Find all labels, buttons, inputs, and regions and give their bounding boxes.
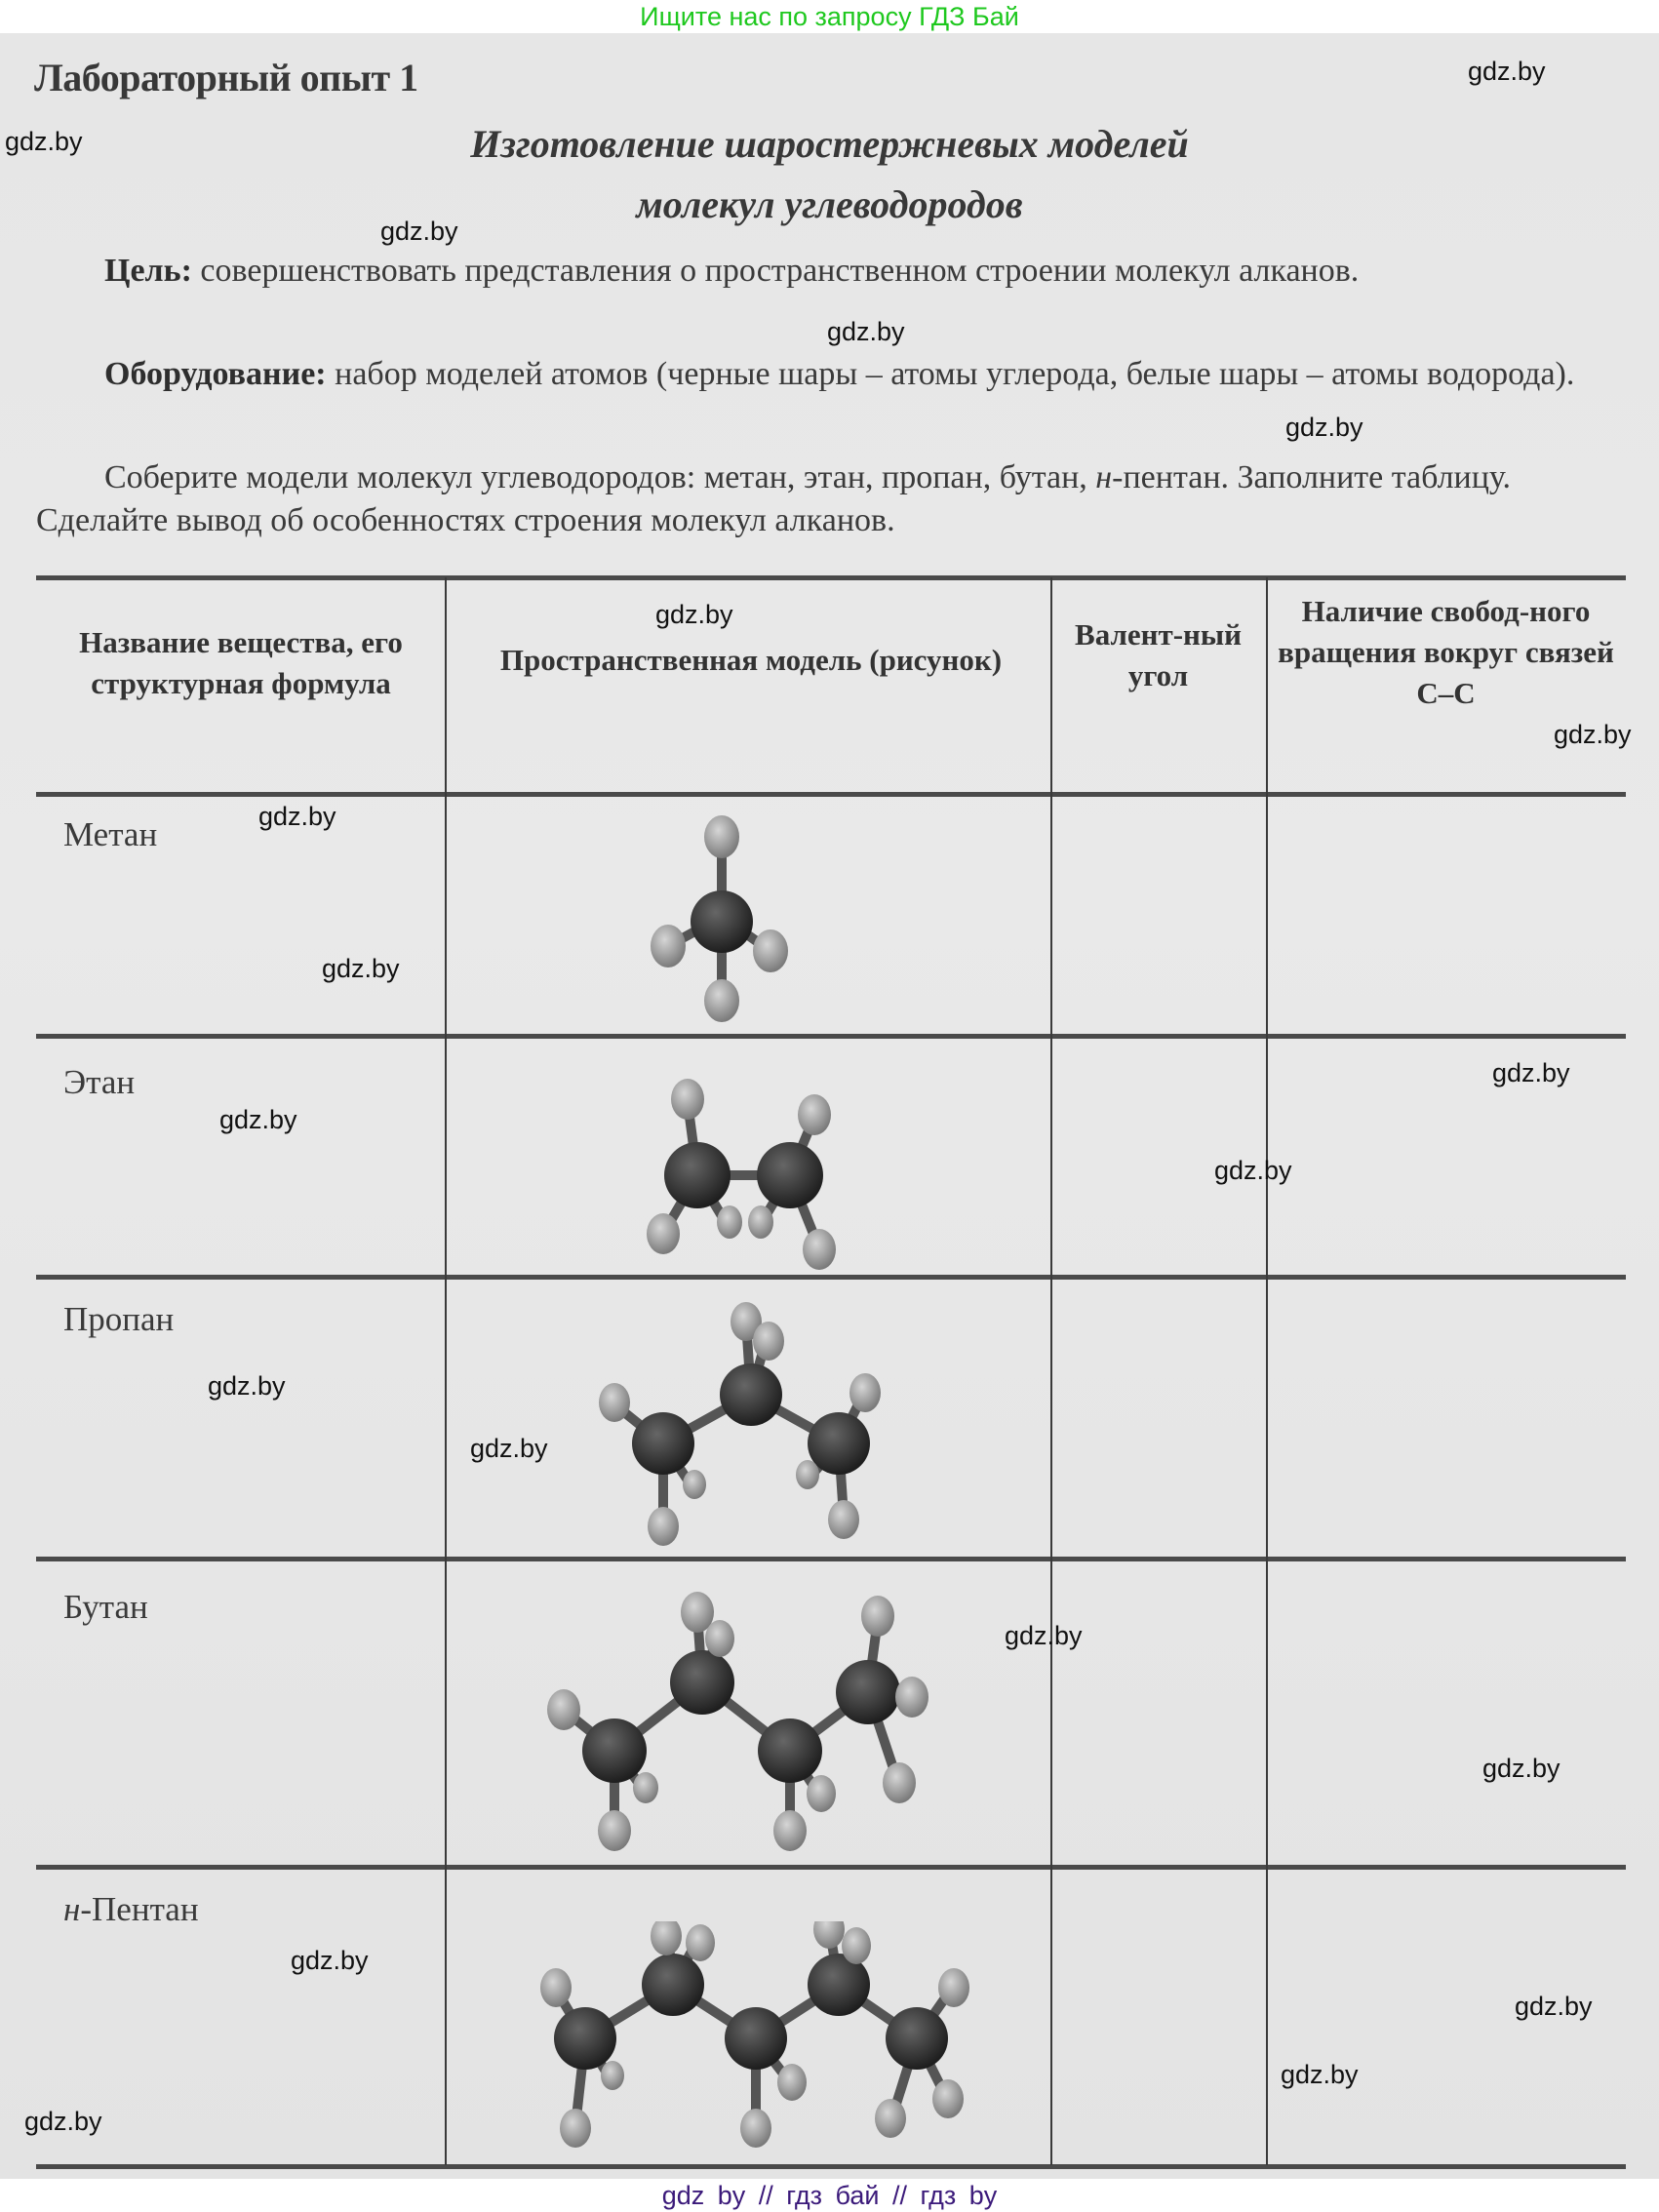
goal-label: Цель: — [104, 253, 192, 289]
goal-text: совершенствовать представления о пространственном строении молекул алканов. — [191, 253, 1360, 289]
watermark: gdz.by — [1214, 1156, 1292, 1185]
watermark: gdz.by — [5, 127, 83, 156]
table-header-border — [36, 792, 1626, 797]
methane-model-icon — [624, 810, 819, 1034]
watermark: gdz.by — [655, 600, 733, 629]
row-divider — [36, 1557, 1626, 1561]
watermark: gdz.by — [1005, 1621, 1083, 1650]
propane-model-icon — [585, 1297, 917, 1551]
row-divider — [36, 1865, 1626, 1870]
page-title: Лабораторный опыт 1 — [34, 56, 418, 99]
row-name-butane: Бутан — [63, 1588, 148, 1626]
row-name-pentane: н-Пентан — [63, 1890, 199, 1928]
equipment-text: набор моделей атомов (черные шары – атомы углерода, белые шары – атомы водорода). — [326, 356, 1575, 392]
goal-paragraph — [36, 250, 1626, 293]
watermark: gdz.by — [219, 1105, 297, 1134]
column-divider — [1050, 577, 1052, 2165]
column-divider — [1266, 577, 1268, 2165]
footer-links — [0, 2179, 1659, 2212]
free-rotation-cell-methane[interactable] — [1269, 798, 1624, 1032]
watermark: gdz.by — [827, 317, 905, 346]
valence-angle-cell-methane[interactable] — [1053, 798, 1264, 1032]
watermark: gdz.by — [322, 954, 400, 983]
watermark: gdz.by — [1515, 1992, 1593, 2021]
page-subtitle-line-2: молекул углеводородов — [636, 182, 1023, 226]
watermark: gdz.by — [1468, 57, 1546, 86]
task-paragraph — [36, 456, 1626, 542]
header-spatial-model: Пространственная модель (рисунок) — [499, 643, 1003, 677]
header-free-rotation: Наличие свобод-ного вращения вокруг связей С–С — [1278, 594, 1614, 710]
row-name-propane: Пропан — [63, 1300, 175, 1338]
task-text-1: Соберите модели молекул углеводородов: метан, этан, пропан, бутан, — [104, 459, 1096, 495]
row-divider — [36, 1034, 1626, 1039]
equipment-label: Оборудование: — [104, 356, 327, 392]
watermark: gdz.by — [1554, 720, 1632, 749]
row-name-methane: Метан — [63, 815, 158, 853]
watermark: gdz.by — [1492, 1058, 1570, 1087]
ethane-model-icon — [624, 1058, 878, 1283]
header-valence-angle: Валент-ный угол — [1075, 617, 1242, 692]
task-italic-n: н — [1095, 459, 1113, 495]
column-divider — [445, 577, 447, 2165]
pentane-prefix: н — [63, 1890, 81, 1928]
page-subtitle-line-1: Изготовление шаростержневых моделей — [470, 122, 1189, 166]
watermark: gdz.by — [1482, 1754, 1560, 1783]
watermark: gdz.by — [291, 1946, 369, 1975]
watermark: gdz.by — [258, 802, 336, 831]
watermark: gdz.by — [470, 1434, 548, 1463]
watermark: gdz.by — [24, 2107, 102, 2136]
watermark: gdz.by — [1281, 2060, 1359, 2089]
footer-text: gdz by // гдз бай // гдз by — [661, 2181, 998, 2210]
row-name-ethane: Этан — [63, 1063, 136, 1101]
banner-text: Ищите нас по запросу ГДЗ Бай — [640, 2, 1019, 31]
table-top-border — [36, 575, 1626, 580]
watermark: gdz.by — [380, 217, 458, 246]
butane-model-icon — [507, 1585, 975, 1858]
watermark: gdz.by — [208, 1371, 286, 1401]
n-pentane-model-icon — [507, 1921, 995, 2165]
header-substance-name: Название вещества, его структурная формула — [79, 625, 403, 700]
watermark: gdz.by — [1285, 413, 1363, 442]
equipment-paragraph — [36, 353, 1626, 396]
task-text-2: -пентан. Заполните таблицу. Сделайте вывод об особенностях строения молекул алканов. — [36, 459, 1512, 538]
search-banner — [0, 0, 1659, 33]
